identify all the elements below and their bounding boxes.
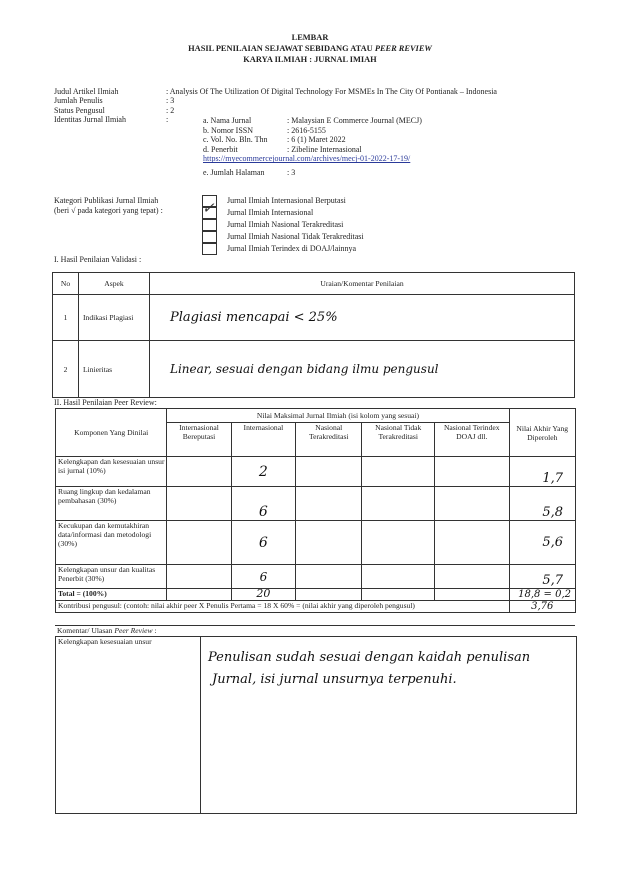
col-no: No bbox=[53, 273, 79, 295]
meta-labels bbox=[54, 87, 126, 124]
cell-bereputasi bbox=[167, 521, 231, 565]
cell-bereputasi bbox=[167, 457, 231, 487]
kategori-option-label-1: Jurnal Ilmiah Internasional Berputasi bbox=[227, 196, 346, 205]
peer-heading: II. Hasil Penilaian Peer Review: bbox=[54, 398, 157, 407]
cell-internasional: 6 bbox=[231, 487, 295, 521]
jumlah-value: : 3 bbox=[166, 96, 175, 106]
cell-bereputasi bbox=[167, 565, 231, 589]
col-uraian: Uraian/Komentar Penilaian bbox=[150, 273, 575, 295]
total-row bbox=[56, 589, 576, 601]
field-vol bbox=[203, 135, 422, 145]
jumlah-label: Jumlah Penulis bbox=[54, 96, 103, 106]
cell-doaj bbox=[434, 521, 509, 565]
row-komponen: Kecukupan dan kemutakhiran data/informasi dan metodologi (30%) bbox=[56, 521, 167, 565]
kategori-label-2: (beri √ pada kategori yang tepat) bbox=[54, 205, 159, 215]
journal-fields bbox=[203, 116, 422, 178]
row-aspek: Linieritas bbox=[79, 341, 150, 398]
total-label: Total = (100%) bbox=[56, 589, 167, 601]
cell-doaj bbox=[434, 487, 509, 521]
field-halaman-value: : 3 bbox=[287, 167, 296, 177]
field-issn bbox=[203, 126, 422, 136]
row-komentar: Linear, sesuai dengan bidang ilmu pengusul bbox=[150, 341, 575, 398]
table-row bbox=[53, 295, 575, 341]
cell-akhir: 5,6 bbox=[509, 521, 575, 565]
header-line-2-italic: PEER REVIEW bbox=[374, 44, 432, 53]
header-line-1: LEMBAR bbox=[291, 33, 329, 42]
table-row bbox=[56, 565, 576, 589]
validasi-table bbox=[52, 272, 575, 398]
kelengkapan-comment-line-2: Jurnal, isi jurnal unsurnya terpenuhi. bbox=[212, 672, 457, 687]
total-internasional: 20 bbox=[231, 589, 295, 601]
field-halaman-label: e. Jumlah Halaman bbox=[203, 167, 265, 177]
cell-terakreditasi bbox=[296, 487, 362, 521]
field-nama bbox=[203, 116, 422, 126]
komentar-heading bbox=[55, 625, 575, 636]
row-komentar: Plagiasi mencapai < 25% bbox=[150, 295, 575, 341]
field-issn-label: b. Nomor ISSN bbox=[203, 125, 254, 135]
kelengkapan-comment-line-1: Penulisan sudah sesuai dengan kaidah penulisan bbox=[208, 650, 531, 665]
cell-internasional: 2 bbox=[231, 457, 295, 487]
field-nama-label: a. Nama Jurnal bbox=[203, 116, 252, 125]
header-line-2 bbox=[0, 44, 620, 53]
komentar-prefix: Komentar/ Ulasan bbox=[57, 626, 115, 635]
row-komponen: Kelengkapan dan kesesuaian unsur isi jurnal (10%) bbox=[56, 457, 167, 487]
field-penerbit-label: d. Penerbit bbox=[203, 144, 238, 154]
row-komponen: Kelengkapan unsur dan kualitas Penerbit (30%) bbox=[56, 565, 167, 589]
sub-col-doaj: Nasional Terindex DOAJ dll. bbox=[434, 423, 509, 457]
judul-value: : Analysis Of The Utilization Of Digital Technology For MSMEs In The City Of Pontianak – Indonesia bbox=[166, 87, 497, 96]
row-no: 1 bbox=[53, 295, 79, 341]
identitas-colon: : bbox=[166, 114, 169, 124]
cell-internasional: 6 bbox=[231, 565, 295, 589]
identitas-label: Identitas Jurnal Ilmiah bbox=[54, 114, 126, 124]
sub-col-bereputasi: Internasional Bereputasi bbox=[167, 423, 231, 457]
cell-terakreditasi bbox=[296, 565, 362, 589]
kategori-label-1: Kategori Publikasi Jurnal Ilmiah bbox=[54, 196, 159, 205]
cell-akhir: 5,7 bbox=[509, 565, 575, 589]
kategori-option-label-3: Jurnal Ilmiah Nasional Terakreditasi bbox=[227, 220, 344, 229]
status-label: Status Pengusul bbox=[54, 105, 105, 115]
cell-internasional: 6 bbox=[231, 521, 295, 565]
header-line-3: KARYA ILMIAH : JURNAL IMIAH bbox=[243, 55, 377, 64]
kategori-option-5[interactable] bbox=[202, 243, 364, 255]
col-komponen: Komponen Yang Dinilai bbox=[56, 409, 167, 457]
journal-url-link[interactable]: https://myecommercejournal.com/archives/mecj-01-2022-17-19/ bbox=[203, 154, 411, 164]
journal-url-row bbox=[203, 154, 422, 164]
kelengkapan-label: Kelengkapan kesesuaian unsur bbox=[58, 637, 152, 646]
kontribusi-row bbox=[56, 601, 576, 613]
kategori-options bbox=[202, 195, 364, 255]
sub-col-tidak-terakreditasi: Nasional Tidak Terakreditasi bbox=[362, 423, 435, 457]
table-row bbox=[56, 487, 576, 521]
komentar-label-cell bbox=[56, 637, 201, 813]
cell-akhir: 5,8 bbox=[509, 487, 575, 521]
table-row bbox=[53, 341, 575, 398]
validasi-heading: I. Hasil Penilaian Validasi : bbox=[54, 255, 142, 264]
field-halaman bbox=[203, 168, 422, 178]
kategori-option-4[interactable] bbox=[202, 231, 364, 243]
komentar-italic: Peer Review bbox=[114, 626, 153, 635]
col-nilai-max: Nilai Maksimal Jurnal Ilmiah (isi kolom yang sesuai) bbox=[167, 409, 509, 423]
cell-tidak bbox=[362, 457, 435, 487]
cell-doaj bbox=[434, 589, 509, 601]
field-penerbit bbox=[203, 145, 422, 155]
kelengkapan-comment bbox=[208, 647, 530, 691]
cell-doaj bbox=[434, 565, 509, 589]
judul-label: Judul Artikel Ilmiah bbox=[54, 87, 119, 96]
total-akhir: 18,8 = 0,2 bbox=[509, 589, 575, 601]
cell-tidak bbox=[362, 487, 435, 521]
kategori-option-label-2: Jurnal Ilmiah Internasional bbox=[227, 208, 314, 217]
cell-terakreditasi bbox=[296, 589, 362, 601]
cell-tidak bbox=[362, 521, 435, 565]
field-issn-value: : 2616-5155 bbox=[287, 125, 326, 135]
field-vol-value: : 6 (1) Maret 2022 bbox=[287, 135, 346, 145]
kategori-colon: : bbox=[160, 205, 163, 215]
komentar-box bbox=[55, 636, 577, 814]
sub-col-internasional: Internasional bbox=[231, 423, 295, 457]
kategori-option-3[interactable] bbox=[202, 219, 364, 231]
field-nama-value: : Malaysian E Commerce Journal (MECJ) bbox=[287, 116, 422, 125]
kategori-option-label-5: Jurnal Ilmiah Terindex di DOAJ/lainnya bbox=[227, 244, 357, 253]
status-value: : 2 bbox=[166, 105, 175, 115]
cell-akhir: 1,7 bbox=[509, 457, 575, 487]
field-vol-label: c. Vol. No. Bln. Thn bbox=[203, 135, 268, 145]
field-penerbit-value: : Zibeline Internasional bbox=[287, 144, 362, 154]
cell-bereputasi bbox=[167, 589, 231, 601]
kategori-option-1[interactable] bbox=[202, 195, 364, 207]
row-aspek: Indikasi Plagiasi bbox=[79, 295, 150, 341]
komentar-suffix: : bbox=[152, 626, 157, 635]
checkbox-3[interactable] bbox=[202, 219, 217, 231]
table-row bbox=[56, 457, 576, 487]
kategori-label bbox=[54, 196, 163, 215]
kategori-option-label-4: Jurnal Ilmiah Nasional Tidak Terakreditasi bbox=[227, 232, 364, 241]
cell-tidak bbox=[362, 565, 435, 589]
row-komponen: Ruang lingkup dan kedalaman pembahasan (30%) bbox=[56, 487, 167, 521]
header-line-2-text: HASIL PENILAIAN SEJAWAT SEBIDANG ATAU bbox=[188, 44, 375, 53]
cell-terakreditasi bbox=[296, 521, 362, 565]
peer-header-row-1 bbox=[56, 409, 576, 423]
row-no: 2 bbox=[53, 341, 79, 398]
checkbox-5[interactable] bbox=[202, 243, 217, 255]
cell-bereputasi bbox=[167, 487, 231, 521]
col-akhir: Nilai Akhir Yang Diperoleh bbox=[509, 409, 575, 457]
table-row bbox=[56, 521, 576, 565]
sub-col-terakreditasi: Nasional Terakreditasi bbox=[296, 423, 362, 457]
peer-table bbox=[55, 408, 576, 613]
cell-doaj bbox=[434, 457, 509, 487]
kontribusi-label: Kontribusi pengusul: (contoh: nilai akhir peer X Penulis Pertama = 18 X 60% = (nilai akhir yang diperoleh pengusul) bbox=[56, 601, 510, 613]
cell-tidak bbox=[362, 589, 435, 601]
checkbox-4[interactable] bbox=[202, 231, 217, 243]
kontribusi-value: 3,76 bbox=[509, 601, 575, 613]
check-mark-icon: ✓ bbox=[202, 199, 215, 217]
validasi-header-row bbox=[53, 273, 575, 295]
cell-terakreditasi bbox=[296, 457, 362, 487]
col-aspek: Aspek bbox=[79, 273, 150, 295]
